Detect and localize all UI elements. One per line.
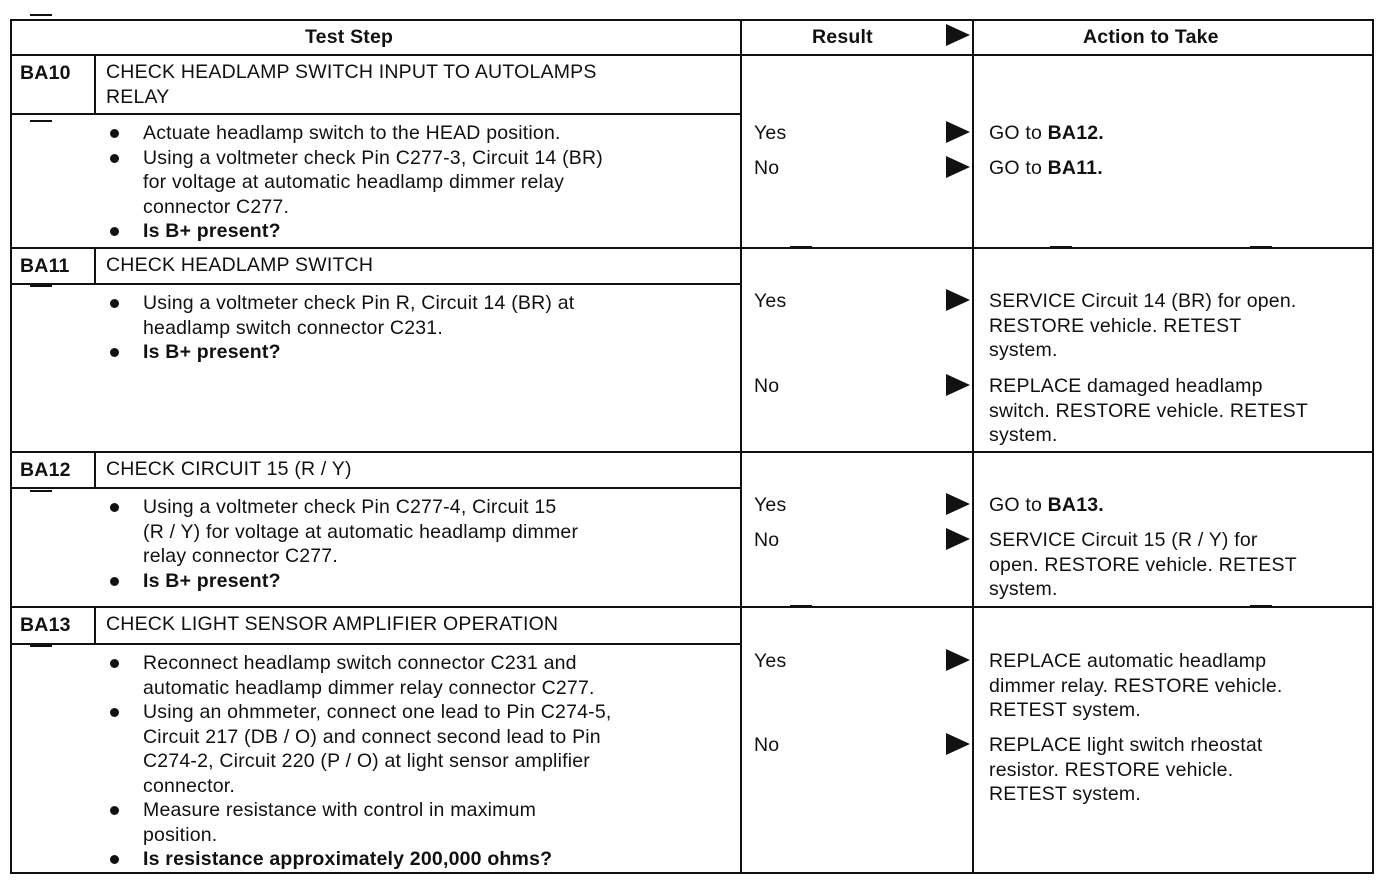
scan-tick-mark bbox=[30, 490, 52, 492]
action-text: RETEST system. bbox=[989, 699, 1141, 721]
bullet-icon bbox=[110, 154, 119, 163]
action-column-border bbox=[972, 19, 974, 874]
action-text: dimmer relay. RESTORE vehicle. bbox=[989, 674, 1283, 697]
result-arrow-icon bbox=[946, 374, 970, 396]
step-bullet-text: Using a voltmeter check Pin C277-4, Circuit 15 bbox=[143, 496, 557, 518]
result-label: No bbox=[754, 375, 780, 397]
scan-tick-mark bbox=[1250, 246, 1272, 248]
result-arrow-icon bbox=[946, 528, 970, 550]
step-title: CHECK CIRCUIT 15 (R / Y) bbox=[106, 458, 352, 480]
step-bullet-text: C274-2, Circuit 220 (P / O) at light sensor amplifier bbox=[143, 750, 590, 772]
step-bullet-text: position. bbox=[143, 823, 218, 846]
step-code: BA12 bbox=[20, 459, 71, 481]
bullet-icon bbox=[110, 348, 119, 357]
header-tick-mark bbox=[30, 14, 52, 16]
step-title-separator bbox=[10, 643, 740, 645]
action-text: GO to BA12. bbox=[989, 122, 1104, 144]
step-bullet-text: (R / Y) for voltage at automatic headlamp dimmer bbox=[143, 520, 579, 543]
action-target-code: BA11. bbox=[1047, 157, 1103, 179]
step-code: BA11 bbox=[20, 255, 70, 277]
scan-tick-mark bbox=[30, 120, 52, 122]
step-title: CHECK HEADLAMP SWITCH INPUT TO AUTOLAMPS bbox=[106, 61, 597, 83]
header-result: Result bbox=[812, 26, 873, 48]
step-bullet-text: Circuit 217 (DB / O) and connect second lead to Pin bbox=[143, 725, 601, 748]
action-text: REPLACE automatic headlamp bbox=[989, 650, 1267, 672]
step-bullet-text: headlamp switch connector C231. bbox=[143, 316, 443, 339]
action-text: open. RESTORE vehicle. RETEST bbox=[989, 553, 1297, 576]
step-bullet-text: automatic headlamp dimmer relay connector C277. bbox=[143, 676, 595, 699]
step-bullet-text: connector. bbox=[143, 774, 235, 797]
step-code-divider bbox=[94, 606, 96, 643]
result-arrow-icon bbox=[946, 156, 970, 178]
step-code-divider bbox=[94, 247, 96, 283]
step-title-separator bbox=[10, 487, 740, 489]
action-text: resistor. RESTORE vehicle. bbox=[989, 758, 1234, 781]
step-bullet-text: Reconnect headlamp switch connector C231 and bbox=[143, 652, 577, 674]
scan-tick-mark bbox=[30, 645, 52, 647]
header-arrow-icon bbox=[946, 24, 970, 46]
step-title: CHECK HEADLAMP SWITCH bbox=[106, 254, 374, 276]
bullet-icon bbox=[110, 129, 119, 138]
step-code: BA13 bbox=[20, 614, 71, 636]
action-target-code: BA12. bbox=[1047, 122, 1104, 144]
bullet-icon bbox=[110, 227, 119, 236]
step-separator bbox=[10, 606, 1372, 608]
result-column-border bbox=[740, 19, 742, 874]
scan-tick-mark bbox=[30, 285, 52, 287]
table-left-border bbox=[10, 19, 12, 874]
result-arrow-icon bbox=[946, 121, 970, 143]
step-bullet-text: connector C277. bbox=[143, 195, 290, 218]
step-bullet-text: Using a voltmeter check Pin C277-3, Circuit 14 (BR) bbox=[143, 146, 603, 169]
action-text: SERVICE Circuit 15 (R / Y) for bbox=[989, 529, 1258, 551]
action-text: REPLACE damaged headlamp bbox=[989, 375, 1263, 397]
result-label: No bbox=[754, 157, 780, 179]
step-code: BA10 bbox=[20, 62, 71, 84]
table-top-border bbox=[10, 19, 1372, 21]
bullet-icon bbox=[110, 806, 119, 815]
result-arrow-icon bbox=[946, 289, 970, 311]
action-text: switch. RESTORE vehicle. RETEST bbox=[989, 399, 1308, 422]
result-arrow-icon bbox=[946, 493, 970, 515]
action-text: SERVICE Circuit 14 (BR) for open. bbox=[989, 290, 1297, 312]
step-code-divider bbox=[94, 54, 96, 113]
action-text: GO to BA13. bbox=[989, 494, 1104, 516]
step-title: RELAY bbox=[106, 85, 170, 108]
header-test-step: Test Step bbox=[305, 26, 394, 48]
header-bottom-border bbox=[10, 54, 1372, 56]
result-arrow-icon bbox=[946, 649, 970, 671]
step-separator bbox=[10, 451, 1372, 453]
scan-tick-mark bbox=[790, 246, 812, 248]
step-title-separator bbox=[10, 283, 740, 285]
result-label: Yes bbox=[754, 650, 787, 672]
scan-tick-mark bbox=[1050, 246, 1072, 248]
result-label: Yes bbox=[754, 290, 787, 312]
result-label: No bbox=[754, 529, 780, 551]
step-bullet-text: Is resistance approximately 200,000 ohms? bbox=[143, 848, 553, 870]
action-text: GO to BA11. bbox=[989, 157, 1103, 179]
step-bullet-text: relay connector C277. bbox=[143, 545, 338, 567]
scan-tick-mark bbox=[790, 605, 812, 607]
step-title: CHECK LIGHT SENSOR AMPLIFIER OPERATION bbox=[106, 613, 559, 635]
action-text: RESTORE vehicle. RETEST bbox=[989, 314, 1242, 337]
step-code-divider bbox=[94, 451, 96, 487]
scan-tick-mark bbox=[1250, 605, 1272, 607]
step-bullet-text: for voltage at automatic headlamp dimmer relay bbox=[143, 171, 565, 193]
bullet-icon bbox=[110, 855, 119, 864]
step-bullet-text: Measure resistance with control in maximum bbox=[143, 799, 537, 821]
action-text: RETEST system. bbox=[989, 783, 1141, 805]
bullet-icon bbox=[110, 659, 119, 668]
action-text: system. bbox=[989, 578, 1058, 600]
result-label: Yes bbox=[754, 122, 787, 144]
action-text: system. bbox=[989, 339, 1058, 361]
action-text: REPLACE light switch rheostat bbox=[989, 734, 1263, 756]
bullet-icon bbox=[110, 577, 119, 586]
bullet-icon bbox=[110, 503, 119, 512]
step-bullet-text: Actuate headlamp switch to the HEAD position. bbox=[143, 122, 561, 144]
result-arrow-icon bbox=[946, 733, 970, 755]
action-target-code: BA13. bbox=[1047, 494, 1104, 516]
action-text: system. bbox=[989, 424, 1058, 446]
header-action: Action to Take bbox=[1083, 26, 1219, 48]
step-separator bbox=[10, 247, 1372, 249]
bullet-icon bbox=[110, 299, 119, 308]
bullet-icon bbox=[110, 708, 119, 717]
result-label: No bbox=[754, 734, 780, 756]
step-bullet-text: Is B+ present? bbox=[143, 569, 281, 592]
step-bullet-text: Using a voltmeter check Pin R, Circuit 14 (BR) at bbox=[143, 292, 575, 314]
step-bullet-text: Using an ohmmeter, connect one lead to Pin C274-5, bbox=[143, 701, 612, 723]
table-bottom-border bbox=[10, 872, 1372, 874]
step-bullet-text: Is B+ present? bbox=[143, 341, 281, 363]
table-right-border bbox=[1372, 19, 1374, 874]
result-label: Yes bbox=[754, 494, 787, 516]
step-bullet-text: Is B+ present? bbox=[143, 220, 281, 242]
step-title-separator bbox=[10, 113, 740, 115]
